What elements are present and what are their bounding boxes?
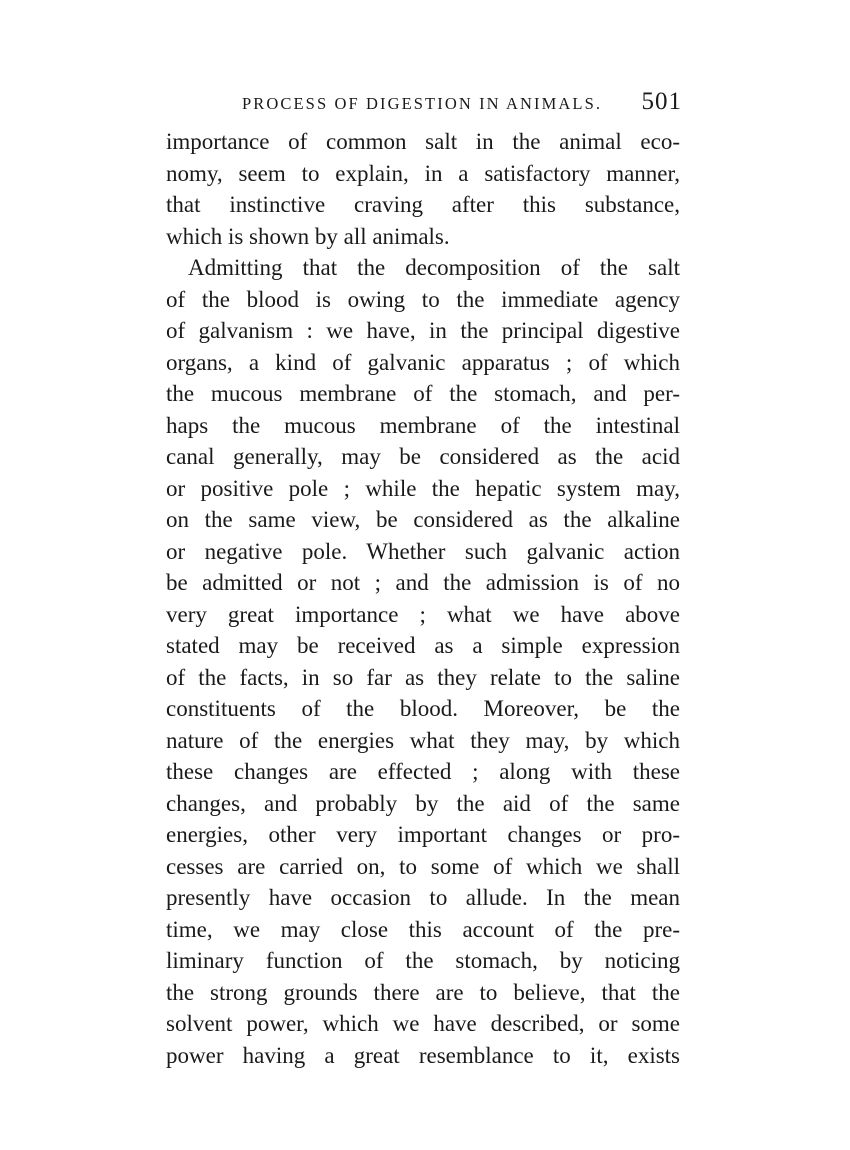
text-line: of the blood is owing to the immediate agency [166,286,680,312]
text-line: be admitted or not ; and the admission is of no [166,570,680,595]
running-title: PROCESS OF DIGESTION IN ANIMALS. [242,94,603,113]
text-line: which is shown by all animals. [166,223,450,249]
text-line: changes, and probably by the aid of the same [166,790,680,816]
text-line: haps the mucous membrane of the intestinal [166,412,680,438]
text-line: of the facts, in so far as they relate to the saline [166,664,680,690]
text-line: canal generally, may be considered as the acid [166,444,680,469]
text-line: these changes are effected ; along with these [166,759,680,784]
text-line: Admitting that the decomposition of the salt [188,255,680,280]
text-line: nature of the energies what they may, by which [166,727,680,753]
text-line: of galvanism : we have, in the principal digestive [166,318,680,343]
text-line: on the same view, be considered as the alkaline [166,507,680,532]
text-line: or negative pole. Whether such galvanic action [166,538,680,564]
text-line: presently have occasion to allude. In the mean [166,885,680,910]
text-line: the mucous membrane of the stomach, and per- [166,381,680,406]
running-head [166,88,686,122]
text-line: time, we may close this account of the pre- [166,916,680,942]
text-line: nomy, seem to explain, in a satisfactory manner, [166,160,680,186]
text-line: stated may be received as a simple expression [166,633,680,658]
text-line: very great importance ; what we have above [166,601,680,627]
text-line: solvent power, which we have described, or some [166,1011,680,1036]
text-line: energies, other very important changes or pro- [166,822,680,847]
text-line: power having a great resemblance to it, exists [166,1042,680,1068]
text-line: organs, a kind of galvanic apparatus ; of which [166,349,680,375]
text-line: that instinctive craving after this substance, [166,192,680,217]
text-line: constituents of the blood. Moreover, be the [166,696,680,721]
body-text [166,126,680,1071]
text-line: liminary function of the stomach, by noticing [166,948,680,973]
text-line: cesses are carried on, to some of which we shall [166,853,680,879]
text-line: or positive pole ; while the hepatic system may, [166,475,680,501]
page-number: 501 [641,88,682,115]
text-line: importance of common salt in the animal eco- [166,129,680,154]
text-line: the strong grounds there are to believe, that the [166,979,680,1005]
